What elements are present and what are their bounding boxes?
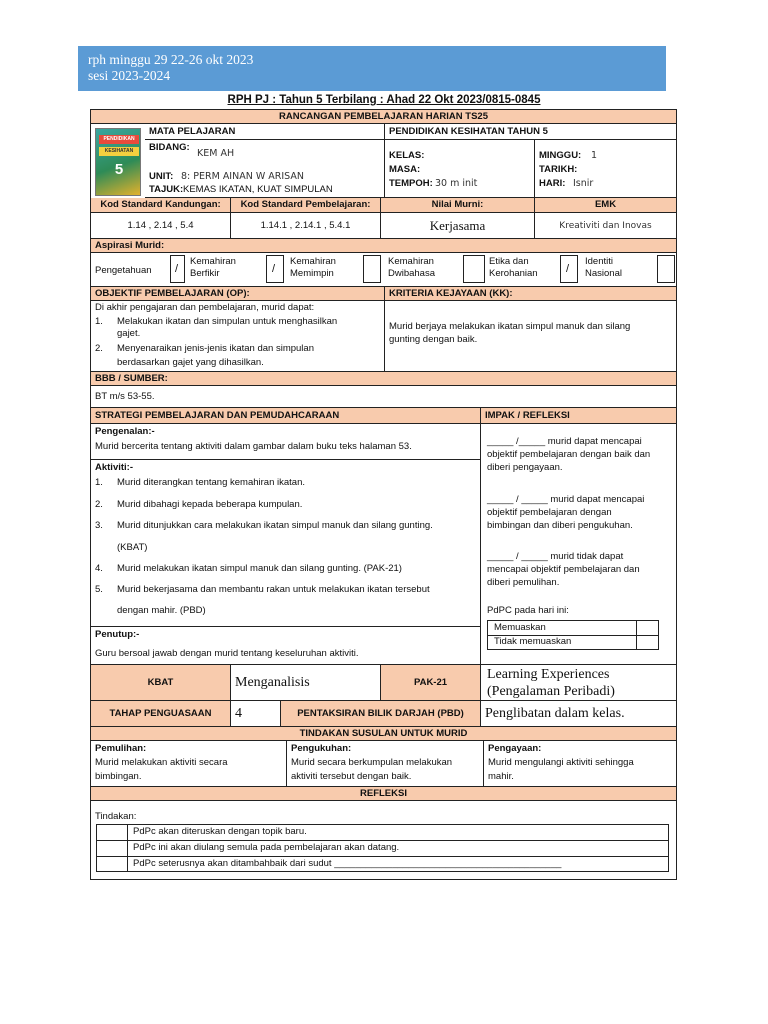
impak-label: IMPAK / REFLEKSI (481, 408, 676, 424)
minggu-label: MINGGU: (539, 150, 582, 161)
hari-label: HARI: (539, 178, 566, 189)
objektif-content (91, 301, 385, 372)
aspirasi-pengetahuan: Pengetahuan (95, 265, 152, 276)
objektif-num-1: 1. (95, 316, 103, 327)
impak-content (481, 424, 676, 665)
impak-r3-l3: diberi pemulihan. (487, 577, 560, 588)
subject-value: PENDIDIKAN KESIHATAN TAHUN 5 (385, 124, 676, 140)
masa-label: MASA: (389, 164, 421, 175)
objektif-label: OBJEKTIF PEMBELAJARAN (OP): (91, 287, 385, 301)
kriteria-line-1: Murid berjaya melakukan ikatan simpul manuk dan silang (389, 321, 631, 332)
pemulihan-label: Pemulihan: (95, 743, 147, 754)
impak-r1-l3: diberi pengayaan. (487, 462, 563, 473)
kriteria-content (385, 301, 676, 372)
pengayaan-l2: mahir. (488, 771, 514, 782)
lesson-plan-table (90, 109, 677, 880)
pengukuhan-l2: aktiviti tersebut dengan baik. (291, 771, 412, 782)
mata-pelajaran-label: MATA PELAJARAN (145, 124, 385, 140)
aktiviti-num-3: 3. (95, 520, 103, 531)
aspirasi-etika: Etika dan Kerohanian (489, 256, 538, 279)
penutup-text: Guru bersoal jawab dengan murid tentang keseluruhan aktiviti. (95, 648, 359, 659)
refleksi-content (91, 801, 676, 879)
rph-header: RANCANGAN PEMBELAJARAN HARIAN TS25 (91, 110, 676, 124)
pengukuhan-label: Pengukuhan: (291, 743, 352, 754)
book-cover-image (95, 128, 141, 196)
checkbox-memuaskan[interactable] (637, 621, 658, 635)
pengenalan-section (91, 424, 481, 460)
objektif-item-2-cont: berdasarkan gajet yang dihasilkan. (117, 357, 264, 368)
header-banner (78, 46, 666, 91)
option-tidak-memuaskan: Tidak memuaskan (494, 636, 572, 647)
pengenalan-text: Murid bercerita tentang aktiviti dalam gambar dalam buku teks halaman 53. (95, 441, 412, 452)
aktiviti-num-5: 5. (95, 584, 103, 595)
bidang-label: BIDANG: (149, 142, 190, 153)
checkbox-dwibahasa[interactable] (463, 255, 485, 283)
pdpc-label: PdPC pada hari ini: (487, 605, 569, 616)
impak-r2-l2: objektif pembelajaran dengan (487, 507, 612, 518)
aspirasi-memimpin: Kemahiran Memimpin (290, 256, 336, 279)
aktiviti-num-1: 1. (95, 477, 103, 488)
pengayaan-cell (484, 741, 676, 787)
checkbox-berfikir[interactable]: / (266, 255, 284, 283)
impak-r2-l1: _____ / _____ murid dapat mencapai (487, 494, 645, 505)
objektif-intro: Di akhir pengajaran dan pembelajaran, murid dapat: (95, 302, 315, 313)
ksk-value: 1.14 , 2.14 , 5.4 (91, 213, 231, 239)
bbb-value: BT m/s 53-55. (91, 386, 676, 408)
objektif-item-1-cont: gajet. (117, 328, 141, 339)
emk-label: EMK (535, 198, 676, 213)
impak-r3-l1: _____ / _____ murid tidak dapat (487, 551, 624, 562)
aktiviti-item-5-cont: dengan mahir. (PBD) (117, 605, 206, 616)
ksp-value: 1.14.1 , 2.14.1 , 5.4.1 (231, 213, 381, 239)
aktiviti-item-4: Murid melakukan ikatan simpul manuk dan silang gunting. (PAK-21) (117, 563, 402, 574)
book-grade: 5 (114, 161, 124, 178)
aspirasi-label: Aspirasi Murid: (91, 239, 676, 253)
tindakan-row-1: PdPc akan diteruskan dengan topik baru. (133, 826, 307, 837)
checkbox-pengetahuan[interactable]: / (170, 255, 185, 283)
refleksi-label: REFLEKSI (91, 787, 676, 801)
kbat-value: Menganalisis (231, 665, 381, 701)
tempoh-value: 30 m init (435, 178, 478, 189)
checkbox-tindakan-1[interactable] (97, 825, 127, 840)
nilai-murni-value: Kerjasama (381, 213, 535, 239)
aktiviti-label: Aktiviti:- (95, 462, 133, 473)
minggu-value: 1 (591, 150, 598, 161)
pbd-value: Penglibatan dalam kelas. (481, 701, 676, 727)
tindakan-label: Tindakan: (95, 811, 137, 822)
aspirasi-dwibahasa: Kemahiran Dwibahasa (388, 256, 435, 279)
tarikh-label: TARIKH: (539, 164, 578, 175)
aspirasi-berfikir: Kemahiran Berfikir (190, 256, 236, 279)
checkbox-tidak-memuaskan[interactable] (637, 636, 658, 649)
penutup-section (91, 627, 481, 665)
pdpc-options-table (487, 620, 659, 650)
kelas-label: KELAS: (389, 150, 425, 161)
pengayaan-label: Pengayaan: (488, 743, 542, 754)
tajuk-value: KEMAS IKATAN, KUAT SIMPULAN (183, 184, 333, 195)
aktiviti-num-2: 2. (95, 499, 103, 510)
aktiviti-item-3: Murid ditunjukkan cara melakukan ikatan simpul manuk dan silang gunting. (117, 520, 433, 531)
impak-r1-l1: _____ /_____ murid dapat mencapai (487, 436, 642, 447)
pengenalan-label: Pengenalan:- (95, 426, 155, 437)
pak21-label: PAK-21 (381, 665, 481, 701)
option-memuaskan: Memuaskan (494, 622, 546, 633)
tahap-value: 4 (231, 701, 281, 727)
bidang-cell (145, 140, 385, 198)
unit-label: UNIT: (149, 171, 174, 182)
tahap-label: TAHAP PENGUASAAN (91, 701, 231, 727)
nilai-murni-label: Nilai Murni: (381, 198, 535, 213)
pak21-line-2: (Pengalaman Peribadi) (487, 684, 615, 699)
checkbox-tindakan-3[interactable] (97, 857, 127, 871)
strategi-label: STRATEGI PEMBELAJARAN DAN PEMUDAHCARAAN (91, 408, 481, 424)
impak-r1-l2: objektif pembelajaran dengan baik dan (487, 449, 651, 460)
pengayaan-l1: Murid mengulangi aktiviti sehingga (488, 757, 634, 768)
aktiviti-num-4: 4. (95, 563, 103, 574)
tindakan-row-2: PdPc ini akan diulang semula pada pembelajaran akan datang. (133, 842, 400, 853)
ksk-label: Kod Standard Kandungan: (91, 198, 231, 213)
objektif-item-1: Melakukan ikatan dan simpulan untuk menghasilkan (117, 316, 338, 327)
banner-line-1: rph minggu 29 22-26 okt 2023 (88, 52, 254, 67)
tindakan-row-3: PdPc seterusnya akan ditambahbaik dari sudut ___________________________________________ (133, 858, 562, 869)
objektif-num-2: 2. (95, 343, 103, 354)
book-title-1: PENDIDIKAN (99, 135, 139, 144)
aktiviti-item-2: Murid dibahagi kepada beberapa kumpulan. (117, 499, 303, 510)
susulan-label: TINDAKAN SUSULAN UNTUK MURID (91, 727, 676, 741)
checkbox-identiti[interactable] (657, 255, 675, 283)
kriteria-line-2: gunting dengan baik. (389, 334, 478, 345)
tindakan-table (96, 824, 669, 872)
kelas-cell (385, 140, 535, 198)
bidang-value: KEM AH (197, 148, 235, 159)
pak21-line-1: Learning Experiences (487, 667, 610, 682)
aktiviti-item-1: Murid diterangkan tentang kemahiran ikatan. (117, 477, 306, 488)
pemulihan-cell (91, 741, 287, 787)
kbat-label: KBAT (91, 665, 231, 701)
emk-value: Kreativiti dan Inovas (535, 213, 676, 239)
book-title-2: KESIHATAN (99, 147, 139, 156)
penutup-label: Penutup:- (95, 629, 140, 640)
minggu-cell (535, 140, 676, 198)
checkbox-tindakan-2[interactable] (97, 841, 127, 856)
checkbox-memimpin[interactable] (363, 255, 381, 283)
hari-value: Isnir (573, 178, 594, 189)
pemulihan-l1: Murid melakukan aktiviti secara (95, 757, 228, 768)
pbd-label: PENTAKSIRAN BILIK DARJAH (PBD) (281, 701, 481, 727)
aktiviti-section (91, 460, 481, 627)
tempoh-label: TEMPOH: (389, 178, 433, 189)
aspirasi-row (91, 253, 676, 287)
pengukuhan-cell (287, 741, 484, 787)
unit-value: 8: PERM AINAN W ARISAN (181, 171, 304, 182)
tajuk-label: TAJUK: (149, 184, 184, 195)
kriteria-label: KRITERIA KEJAYAAN (KK): (385, 287, 676, 301)
impak-r3-l2: mencapai objektif pembelajaran dan (487, 564, 640, 575)
pemulihan-l2: bimbingan. (95, 771, 142, 782)
impak-r2-l3: bimbingan dan diberi pengukuhan. (487, 520, 633, 531)
checkbox-etika[interactable]: / (560, 255, 578, 283)
pak21-value (481, 665, 676, 701)
aktiviti-item-5: Murid bekerjasama dan membantu rakan untuk melakukan ikatan tersebut (117, 584, 430, 595)
pengukuhan-l1: Murid secara berkumpulan melakukan (291, 757, 453, 768)
document-title: RPH PJ : Tahun 5 Terbilang : Ahad 22 Okt 2023/0815-0845 (227, 94, 541, 106)
banner-line-2: sesi 2023-2024 (88, 68, 171, 83)
aktiviti-item-3-cont: (KBAT) (117, 542, 148, 553)
ksp-label: Kod Standard Pembelajaran: (231, 198, 381, 213)
bbb-label: BBB / SUMBER: (91, 372, 676, 386)
objektif-item-2: Menyenaraikan jenis-jenis ikatan dan simpulan (117, 343, 314, 354)
aspirasi-identiti: Identiti Nasional (585, 256, 622, 279)
